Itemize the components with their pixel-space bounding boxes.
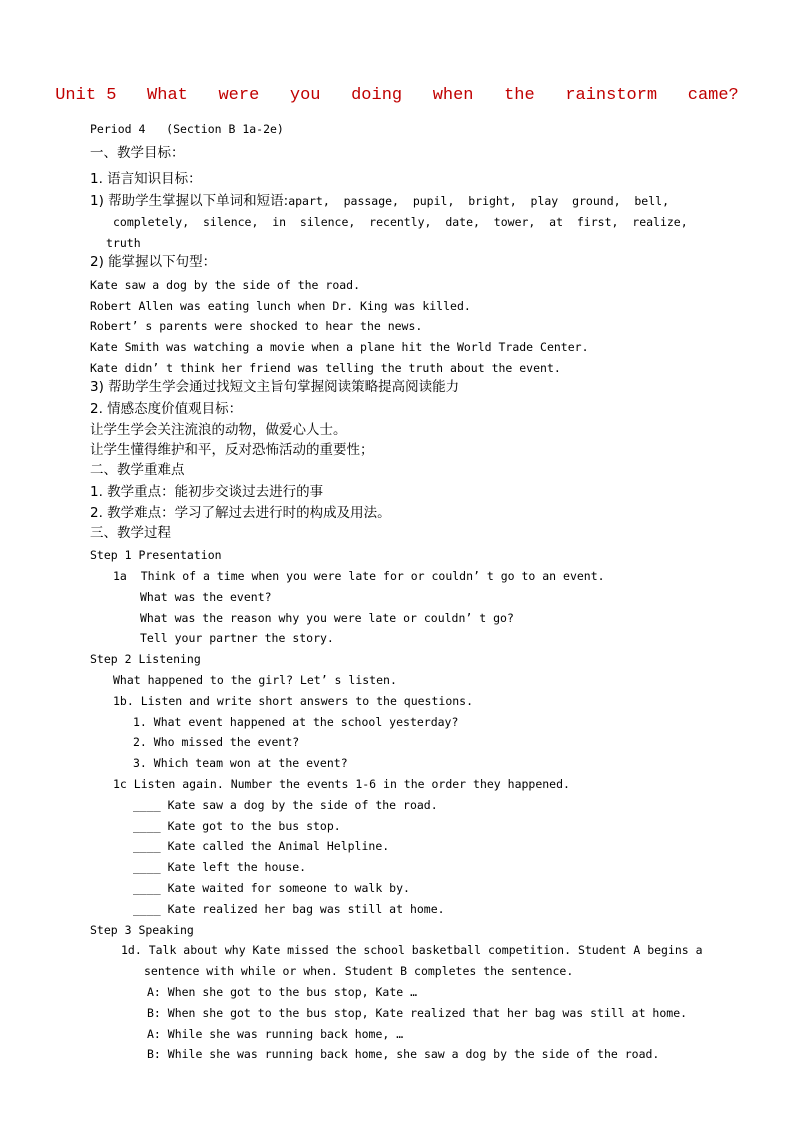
section2-heading: 二、教学重难点 [90,462,185,478]
step3-1d-line-1: 1d. Talk about why Kate missed the school basketball competition. Student A begins a [121,943,703,957]
event-1: ____ Kate saw a dog by the side of the road. [133,798,438,812]
period-line: Period 4 (Section B 1a-2e) [90,122,284,136]
sentence-4: Kate Smith was watching a movie when a plane hit the World Trade Center. [90,340,589,354]
vocab-intro: 1) 帮助学生掌握以下单词和短语: [90,193,289,209]
sentence-5: Kate didn’ t think her friend was telling the truth about the event. [90,361,561,375]
difficulty-point: 2. 教学难点：学习了解过去进行时的构成及用法。 [90,505,391,521]
section1-heading: 一、教学目标： [90,145,185,161]
step3-title: Step 3 Speaking [90,923,194,937]
sentences-heading: 2) 能掌握以下句型： [90,254,217,270]
knowledge-heading: 1. 语言知识目标： [90,171,202,187]
step1-line-1: 1a Think of a time when you were late for or couldn’ t go to an event. [113,569,605,583]
event-2: ____ Kate got to the bus stop. [133,819,341,833]
step2-1c: 1c Listen again. Number the events 1-6 in the order they happened. [113,777,570,791]
question-3: 3. Which team won at the event? [133,756,348,770]
emotion-heading: 2. 情感态度价值观目标： [90,401,243,417]
emotion-goal-2: 让学生懂得维护和平，反对恐怖活动的重要性； [90,442,374,458]
vocab-line-1 [90,194,669,208]
step2-title: Step 2 Listening [90,652,201,666]
step1-line-2: What was the event? [140,590,272,604]
event-5: ____ Kate waited for someone to walk by. [133,881,410,895]
dialogue-line-1: A: When she got to the bus stop, Kate … [147,985,418,999]
sentence-1: Kate saw a dog by the side of the road. [90,278,361,292]
dialogue-line-4: B: While she was running back home, she saw a dog by the side of the road. [147,1047,660,1061]
sentence-3: Robert’ s parents were shocked to hear the news. [90,319,423,333]
step1-line-3: What was the reason why you were late or couldn’ t go? [140,611,514,625]
event-4: ____ Kate left the house. [133,860,307,874]
dialogue-line-2: B: When she got to the bus stop, Kate realized that her bag was still at home. [147,1006,688,1020]
question-2: 2. Who missed the event? [133,735,300,749]
sentence-2: Robert Allen was eating lunch when Dr. King was killed. [90,299,471,313]
step2-intro: What happened to the girl? Let’ s listen. [113,673,397,687]
vocab-line-3: truth [106,236,141,250]
dialogue-line-3: A: While she was running back home, … [147,1027,404,1041]
step1-title: Step 1 Presentation [90,548,222,562]
key-point: 1. 教学重点：能初步交谈过去进行的事 [90,484,324,500]
vocab-words-1: apart, passage, pupil, bright, play ground, bell, [288,194,670,208]
section3-heading: 三、教学过程 [90,525,171,541]
step3-1d-line-2: sentence with while or when. Student B completes the sentence. [144,964,574,978]
event-3: ____ Kate called the Animal Helpline. [133,839,390,853]
question-1: 1. What event happened at the school yesterday? [133,715,459,729]
step1-line-4: Tell your partner the story. [140,631,334,645]
reading-goal: 3) 帮助学生学会通过找短文主旨句掌握阅读策略提高阅读能力 [90,379,460,395]
event-6: ____ Kate realized her bag was still at home. [133,902,445,916]
step2-1b: 1b. Listen and write short answers to the questions. [113,694,474,708]
emotion-goal-1: 让学生学会关注流浪的动物，做爱心人士。 [90,422,347,438]
vocab-line-2: completely, silence, in silence, recently, date, tower, at first, realize, [113,215,688,229]
page-title: Unit 5 What were you doing when the rainstorm came? [55,86,739,105]
